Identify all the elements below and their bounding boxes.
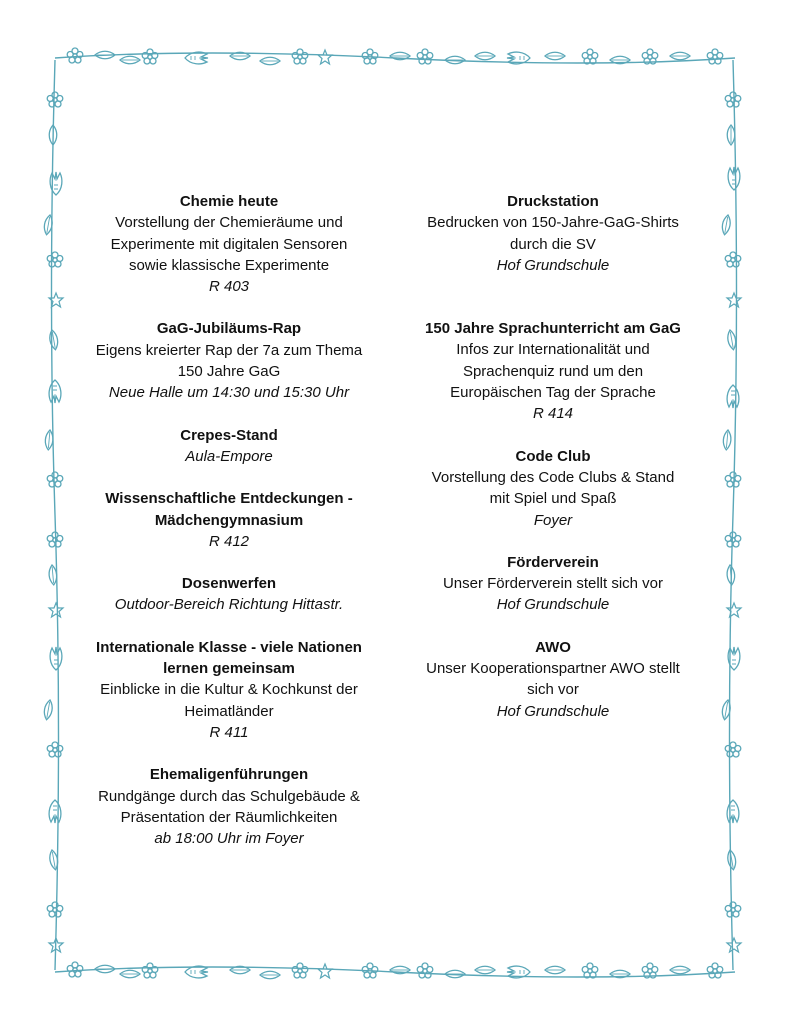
entry-description: Eigens kreierter Rap der 7a zum Thema [95,341,363,359]
entry-sprachunterricht [398,318,708,424]
right-column [398,191,708,743]
entry-title: Crepes-Stand [180,426,278,444]
entry-location: R 412 [208,532,250,550]
entry-title: Wissenschaftliche Entdeckungen - [105,490,353,508]
entry-title: Förderverein [507,553,599,571]
entry-title: Code Club [515,447,591,465]
entry-description: 150 Jahre GaG [177,363,281,381]
entry-description: Infos zur Internationalität und [456,341,650,359]
entry-description: Rundgänge durch das Schulgebäude & [98,787,360,805]
top-border [55,48,735,65]
entry-awo [398,637,708,722]
entry-description: sich vor [527,681,579,699]
entry-dosenwerfen [70,573,388,616]
entry-title: AWO [535,638,571,656]
entry-title-continued: Mädchengymnasium [154,511,304,529]
entry-title: Dosenwerfen [181,575,277,593]
entry-description: Heimatländer [184,702,274,720]
entry-title: Ehemaligenführungen [149,766,309,784]
entry-location: Neue Halle um 14:30 und 15:30 Uhr [108,384,350,402]
entry-description: Vorstellung der Chemieräume und [115,214,343,232]
entry-crepes-stand [70,425,388,468]
entry-description: mit Spiel und Spaß [489,490,617,508]
entry-location: Foyer [533,511,573,529]
entry-location: Aula-Empore [185,447,273,465]
entry-description: Vorstellung des Code Clubs & Stand [431,468,675,486]
entry-location: Hof Grundschule [496,596,610,614]
entry-description: Unser Kooperationspartner AWO stellt [426,660,680,678]
right-border [721,60,741,970]
entry-description: Unser Förderverein stellt sich vor [442,575,664,593]
entry-title: GaG-Jubiläums-Rap [156,320,302,338]
entry-location: R 414 [532,405,574,423]
entry-description: Sprachenquiz rund um den [462,362,644,380]
entry-chemie-heute [70,191,388,297]
entry-title: Chemie heute [179,193,279,210]
entry-location: R 411 [209,723,249,741]
entry-location: Hof Grundschule [496,256,610,274]
left-border [43,60,63,970]
entry-description: Experimente mit digitalen Sensoren [110,235,348,253]
entry-location: Outdoor-Bereich Richtung Hittastr. [114,596,344,614]
entry-title-continued: lernen gemeinsam [163,660,295,678]
entry-internationale-klasse [70,637,388,743]
entry-location: Hof Grundschule [496,702,610,720]
entry-title: 150 Jahre Sprachunterricht am GaG [425,320,681,338]
entry-description: durch die SV [510,235,596,253]
entry-wissenschaftliche-entdeckungen [70,488,388,552]
entry-title: Druckstation [507,193,599,210]
entry-description: Europäischen Tag der Sprache [450,384,656,402]
entry-description: Einblicke in die Kultur & Kochkunst der [100,681,358,699]
entry-description: Bedrucken von 150-Jahre-GaG-Shirts [427,214,679,232]
entry-location: ab 18:00 Uhr im Foyer [154,830,304,848]
entry-foerderverein [398,552,708,616]
entry-description: Präsentation der Räumlichkeiten [120,808,338,826]
entry-ehemaligenfuehrungen [70,764,388,849]
left-column [70,191,388,870]
entry-title: Internationale Klasse - viele Nationen [96,638,362,656]
entry-druckstation [398,191,708,276]
entry-description: sowie klassische Experimente [128,256,330,274]
entry-code-club [398,446,708,531]
entry-location: R 403 [208,278,250,296]
bottom-border [55,962,735,979]
entry-jubilaeums-rap [70,318,388,403]
